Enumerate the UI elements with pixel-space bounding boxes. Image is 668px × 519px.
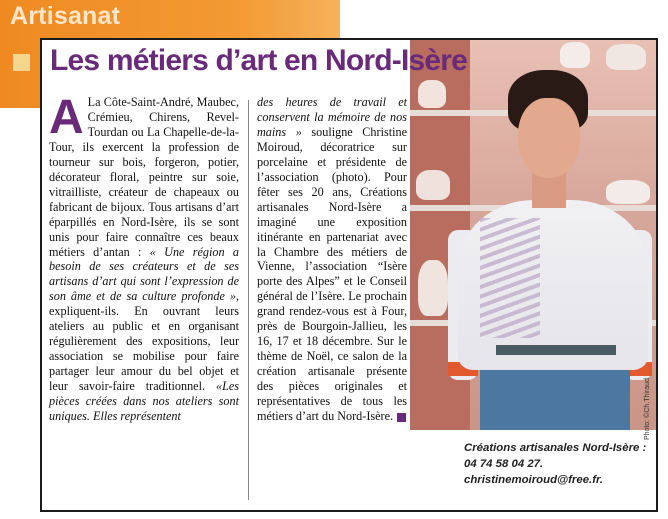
- quote-text: « Une région a besoin de ses créateurs et de ses artisans d’art qui sont l’expression de son âme et de sa culture profonde »: [49, 244, 239, 304]
- pottery: [606, 180, 650, 204]
- photo-credit: Photo: ©Ch.Thiraud: [644, 378, 651, 440]
- quote-text: «Les pièces créées dans nos ateliers sont uniques. Elles représentent: [49, 379, 239, 424]
- square-bullet-icon: [13, 54, 30, 71]
- pottery: [418, 260, 448, 316]
- article-column-2: [257, 95, 407, 424]
- pottery: [560, 42, 590, 68]
- end-mark-icon: [397, 413, 406, 422]
- section-label: Artisanat: [10, 2, 121, 30]
- article-headline: Les métiers d’art en Nord-Isère: [50, 44, 468, 77]
- pottery: [418, 80, 446, 108]
- portrait-photo: [410, 40, 656, 430]
- column-divider: [248, 100, 249, 500]
- quote-text: des heures de travail et conservent la mémoire de nos mains »: [257, 95, 407, 139]
- contact-box: [464, 440, 649, 488]
- body-text: La Côte-Saint-André, Maubec, Crémieu, Chirens, Revel-Tourdan ou La Chapelle-de-la-Tour, ils exercent la profession de tourneur sur bois, forgeron, potier, décorateur floral, peintre sur soie, vitrailliste, créateur de chapeaux ou fabricant de bijoux. Tous artisans d’art éparpillés en Nord-Isère, ils se sont unis pour faire connaître ces beaux métiers d’antan :: [49, 95, 239, 259]
- contact-phone: 04 74 58 04 27.: [464, 458, 544, 470]
- belt: [496, 345, 616, 355]
- contact-email: christinemoiroud@free.fr.: [464, 474, 603, 486]
- body-text: , expliquent-ils. En ouvrant leurs ateliers au public et en organisant régulièrement des expositions, leur association se mobilise pour faire partager leur amour du bel objet et leur savoir-faire traditionnel.: [49, 289, 239, 394]
- pottery: [606, 44, 646, 70]
- shirt-print: [480, 218, 540, 338]
- contact-org: Créations artisanales Nord-Isère :: [464, 442, 647, 454]
- body-text: souligne Christine Moiroud, décoratrice sur porcelaine et présidente de l’association (photo). Pour fêter ses 20 ans, Créations artisanales Nord-Isère a imaginé une exposition itinérante en partenariat avec la Chambre des métiers de Vienne, l’association “Isère porte des Alpes” et le Conseil général de l’Isère. Le prochain grand rendez-vous est à Four, près de Bourgoin-Jallieu, les 16, 17 et 18 décembre. Sur le thème de Noël, ce salon de la création artisanale présente des pièces originales et représentatives de tous les métiers d’art du Nord-Isère.: [257, 124, 407, 424]
- pottery: [416, 170, 450, 200]
- drop-cap: A: [49, 91, 84, 144]
- face: [518, 98, 580, 178]
- article-column-1: [49, 91, 239, 424]
